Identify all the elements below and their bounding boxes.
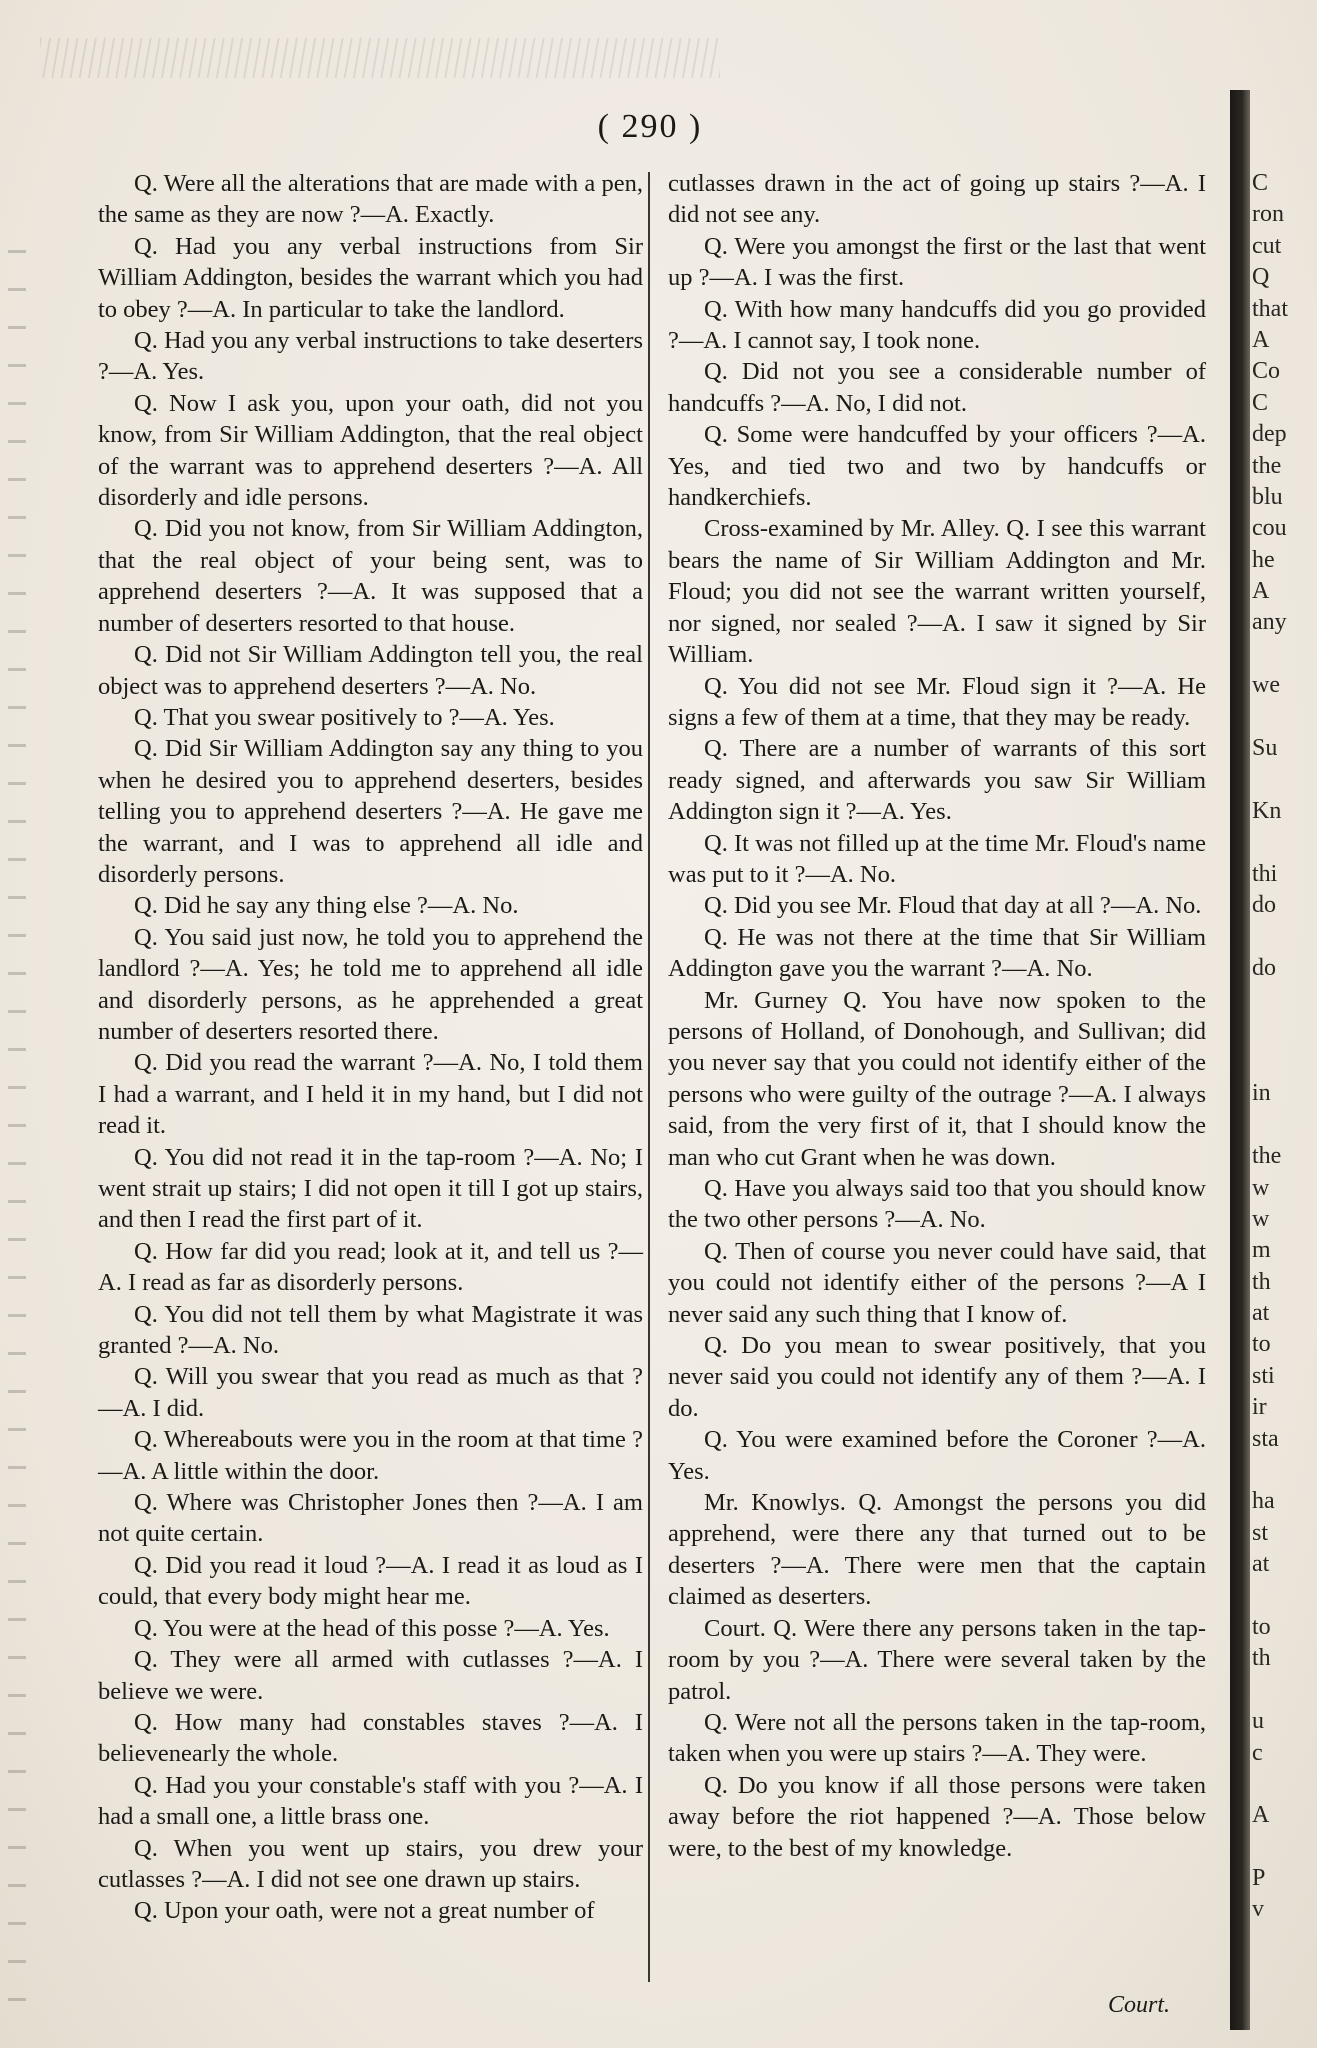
paragraph: Mr. Knowlys. Q. Amongst the persons you did apprehend, were there any that turned out to be deserters ?—A. There were men that the captain claimed as deserters. (668, 1489, 1206, 1611)
paragraph: Q. Whereabouts were you in the room at that time ?—A. A little within the door. (98, 1426, 643, 1485)
next-page-line: sti (1252, 1362, 1275, 1389)
next-page-line: blu (1252, 483, 1283, 510)
next-page-line (1252, 1769, 1317, 1800)
paragraph: Q. You were examined before the Coroner ?—A. Yes. (668, 1426, 1206, 1485)
column-divider (648, 172, 650, 1982)
paragraph: Q. Some were handcuffed by your officers ?—A. Yes, and tied two and two by handcuffs or handkerchiefs. (668, 421, 1206, 512)
paragraph: Q. Had you your constable's staff with you ?—A. I had a small one, a little brass one. (98, 1771, 643, 1831)
next-page-line: Q (1252, 264, 1270, 291)
catchword: Court. (1108, 1992, 1171, 2018)
left-column (98, 168, 643, 1927)
next-page-line: at (1252, 1300, 1270, 1327)
paragraph: Q. It was not filled up at the time Mr. Floud's name was put to it ?—A. No. (668, 829, 1206, 888)
next-page-line (1252, 1832, 1317, 1863)
page-number: ( 290 ) (597, 108, 703, 145)
paragraph: Q. Were not all the persons taken in the tap-room, taken when you were up stairs ?—A. They were. (668, 1708, 1206, 1768)
next-page-line: v (1252, 1896, 1264, 1923)
paragraph: Q. Where was Christopher Jones then ?—A. I am not quite certain. (98, 1489, 643, 1548)
right-column (668, 168, 1206, 1864)
next-page-line: th (1252, 1268, 1271, 1295)
next-page-line: u (1252, 1708, 1264, 1735)
next-page-line (1252, 1455, 1317, 1486)
paragraph: Q. Did he say any thing else ?—A. No. (134, 892, 519, 920)
next-page-line: do (1252, 954, 1276, 981)
paragraph: Court. Q. Were there any persons taken in the tap-room by you ?—A. There were several taken by the patrol. (668, 1614, 1206, 1705)
next-page-line: the (1252, 1143, 1282, 1170)
paragraph: Q. Were all the alterations that are made with a pen, the same as they are now ?—A. Exactly. (98, 170, 643, 229)
next-page-line: A (1252, 578, 1270, 605)
next-page-line: ron (1252, 201, 1284, 228)
paragraph: Q. Have you always said too that you should know the two other persons ?—A. No. (668, 1175, 1206, 1234)
paragraph: Q. When you went up stairs, you drew your cutlasses ?—A. I did not see one drawn up stairs. (98, 1834, 643, 1893)
paragraph: Q. Did not Sir William Addington tell you, the real object was to apprehend deserters ?—A. No. (98, 641, 643, 700)
paragraph: Q. He was not there at the time that Sir William Addington gave you the warrant ?—A. No. (668, 923, 1206, 983)
next-page-line: cou (1252, 515, 1287, 542)
next-page-line: m (1252, 1237, 1271, 1264)
next-page-line: ir (1252, 1394, 1267, 1421)
next-page-line: th (1252, 1645, 1271, 1672)
next-page-line: that (1252, 295, 1288, 322)
next-page-line: w (1252, 1205, 1270, 1232)
paragraph: Q. They were all armed with cutlasses ?—A. I believe we were. (98, 1646, 643, 1705)
next-page-line: Kn (1252, 797, 1282, 824)
next-page-fragment (1252, 168, 1317, 2008)
next-page-line: sta (1252, 1425, 1279, 1452)
paragraph: Q. Had you any verbal instructions from Sir William Addington, besides the warrant which you had to obey ?—A. In particular to take the landlord. (98, 232, 643, 323)
paragraph: Q. Were you amongst the first or the last that went up ?—A. I was the first. (668, 232, 1206, 292)
paragraph: Q. That you swear positively to ?—A. Yes. (134, 703, 555, 731)
next-page-line: dep (1252, 421, 1287, 448)
next-page-line: A (1252, 1802, 1270, 1829)
paragraph: Cross-examined by Mr. Alley. Q. I see this warrant bears the name of Sir William Addington and Mr. Floud; you did not see the warrant written yourself, nor signed, nor sealed ?—A. I saw it signed by Sir William. (668, 515, 1206, 669)
paragraph: Q. Upon your oath, were not a great number of (134, 1897, 595, 1925)
next-page-line (1252, 1110, 1317, 1141)
next-page-line: cut (1252, 232, 1282, 259)
paragraph: Q. Had you any verbal instructions to take deserters ?—A. Yes. (98, 327, 643, 386)
next-page-line: he (1252, 546, 1275, 573)
next-page-line: C (1252, 170, 1269, 196)
next-page-line: w (1252, 1174, 1270, 1201)
next-page-line (1252, 1047, 1317, 1078)
paragraph: Q. You did not see Mr. Floud sign it ?—A. He signs a few of them at a time, that they may be ready. (668, 672, 1206, 731)
next-page-line (1252, 764, 1317, 795)
next-page-line: c (1252, 1739, 1263, 1766)
next-page-line: to (1252, 1613, 1271, 1640)
paragraph: Q. Did not you see a considerable number of handcuffs ?—A. No, I did not. (668, 358, 1206, 417)
next-page-line (1252, 921, 1317, 952)
next-page-line: Su (1252, 735, 1278, 762)
paragraph: Q. Will you swear that you read as much as that ?—A. I did. (98, 1363, 643, 1422)
next-page-line: to (1252, 1331, 1271, 1358)
paragraph: Q. There are a number of warrants of this sort ready signed, and afterwards you saw Sir William Addington sign it ?—A. Yes. (668, 735, 1206, 826)
paragraph: Q. Did you not know, from Sir William Addington, that the real object of your being sent, was to apprehend deserters ?—A. It was supposed that a number of deserters resorted to that house. (98, 515, 643, 637)
paragraph: Q. Then of course you never could have said, that you could not identify either of the persons ?—A I never said any such thing that I know of. (668, 1237, 1206, 1328)
paragraph: cutlasses drawn in the act of going up stairs ?—A. I did not see any. (668, 170, 1206, 229)
next-page-line: Co (1252, 358, 1281, 385)
paragraph: Q. You were at the head of this posse ?—A. Yes. (134, 1614, 610, 1642)
paragraph: Q. Did you read the warrant ?—A. No, I told them I had a warrant, and I held it in my hand, but I did not read it. (98, 1049, 643, 1140)
next-page-line: we (1252, 672, 1280, 699)
next-page-line: any (1252, 609, 1287, 636)
paragraph: Q. You did not read it in the tap-room ?—A. No; I went strait up stairs; I did not open it till I got up stairs, and then I read the first part of it. (98, 1143, 643, 1234)
paragraph: Q. Do you mean to swear positively, that you never said you could not identify any of them ?—A. I do. (668, 1332, 1206, 1422)
next-page-line: P (1252, 1865, 1266, 1892)
next-page-line (1252, 639, 1317, 670)
next-page-line: in (1252, 1080, 1271, 1107)
paragraph: Q. Did you read it loud ?—A. I read it as loud as I could, that every body might hear me. (98, 1551, 643, 1611)
next-page-line: C (1252, 389, 1269, 416)
top-smudge (40, 38, 720, 78)
paragraph: Q. With how many handcuffs did you go provided ?—A. I cannot say, I took none. (668, 295, 1206, 355)
paragraph: Q. Did Sir William Addington say any thing to you when he desired you to apprehend deserters, besides telling you to apprehend deserters ?—A. He gave me the warrant, and I was to apprehend all idle and disorderly persons. (98, 735, 643, 888)
next-page-line: A (1252, 326, 1270, 353)
next-page-line (1252, 1675, 1317, 1706)
paragraph: Q. Do you know if all those persons were taken away before the riot happened ?—A. Those below were, to the best of my knowledge. (668, 1771, 1206, 1862)
paragraph: Q. You did not tell them by what Magistrate it was granted ?—A. No. (98, 1300, 643, 1360)
paragraph: Mr. Gurney Q. You have now spoken to the persons of Holland, of Donohough, and Sullivan; did you never say that you could not identify either of the persons who were guilty of the outrage ?—A. I always said, from the very first of it, that I should know the man who cut Grant when he was down. (668, 986, 1206, 1171)
paragraph: Q. How far did you read; look at it, and tell us ?—A. I read as far as disorderly persons. (98, 1237, 643, 1297)
next-page-line: at (1252, 1551, 1270, 1578)
next-page-line (1252, 1581, 1317, 1612)
next-page-line: thi (1252, 860, 1278, 887)
next-page-line (1252, 1016, 1317, 1047)
next-page-line: st (1252, 1519, 1269, 1546)
next-page-line (1252, 702, 1317, 733)
paragraph: Q. Now I ask you, upon your oath, did not you know, from Sir William Addington, that the real object of the warrant was to apprehend deserters ?—A. All disorderly and idle persons. (98, 389, 643, 512)
next-page-line: the (1252, 452, 1282, 479)
paragraph: Q. You said just now, he told you to apprehend the landlord ?—A. Yes; he told me to apprehend all idle and disorderly persons, as he apprehended a great number of deserters resorted there. (98, 923, 643, 1045)
binding-shadow (1230, 90, 1250, 2030)
next-page-line: ha (1252, 1488, 1275, 1515)
next-page-line: do (1252, 891, 1276, 918)
paragraph: Q. How many had constables staves ?—A. I believenearly the whole. (98, 1708, 643, 1768)
margin-specks (8, 250, 26, 2030)
next-page-line (1252, 827, 1317, 858)
paragraph: Q. Did you see Mr. Floud that day at all ?—A. No. (704, 892, 1202, 920)
next-page-line (1252, 984, 1317, 1015)
